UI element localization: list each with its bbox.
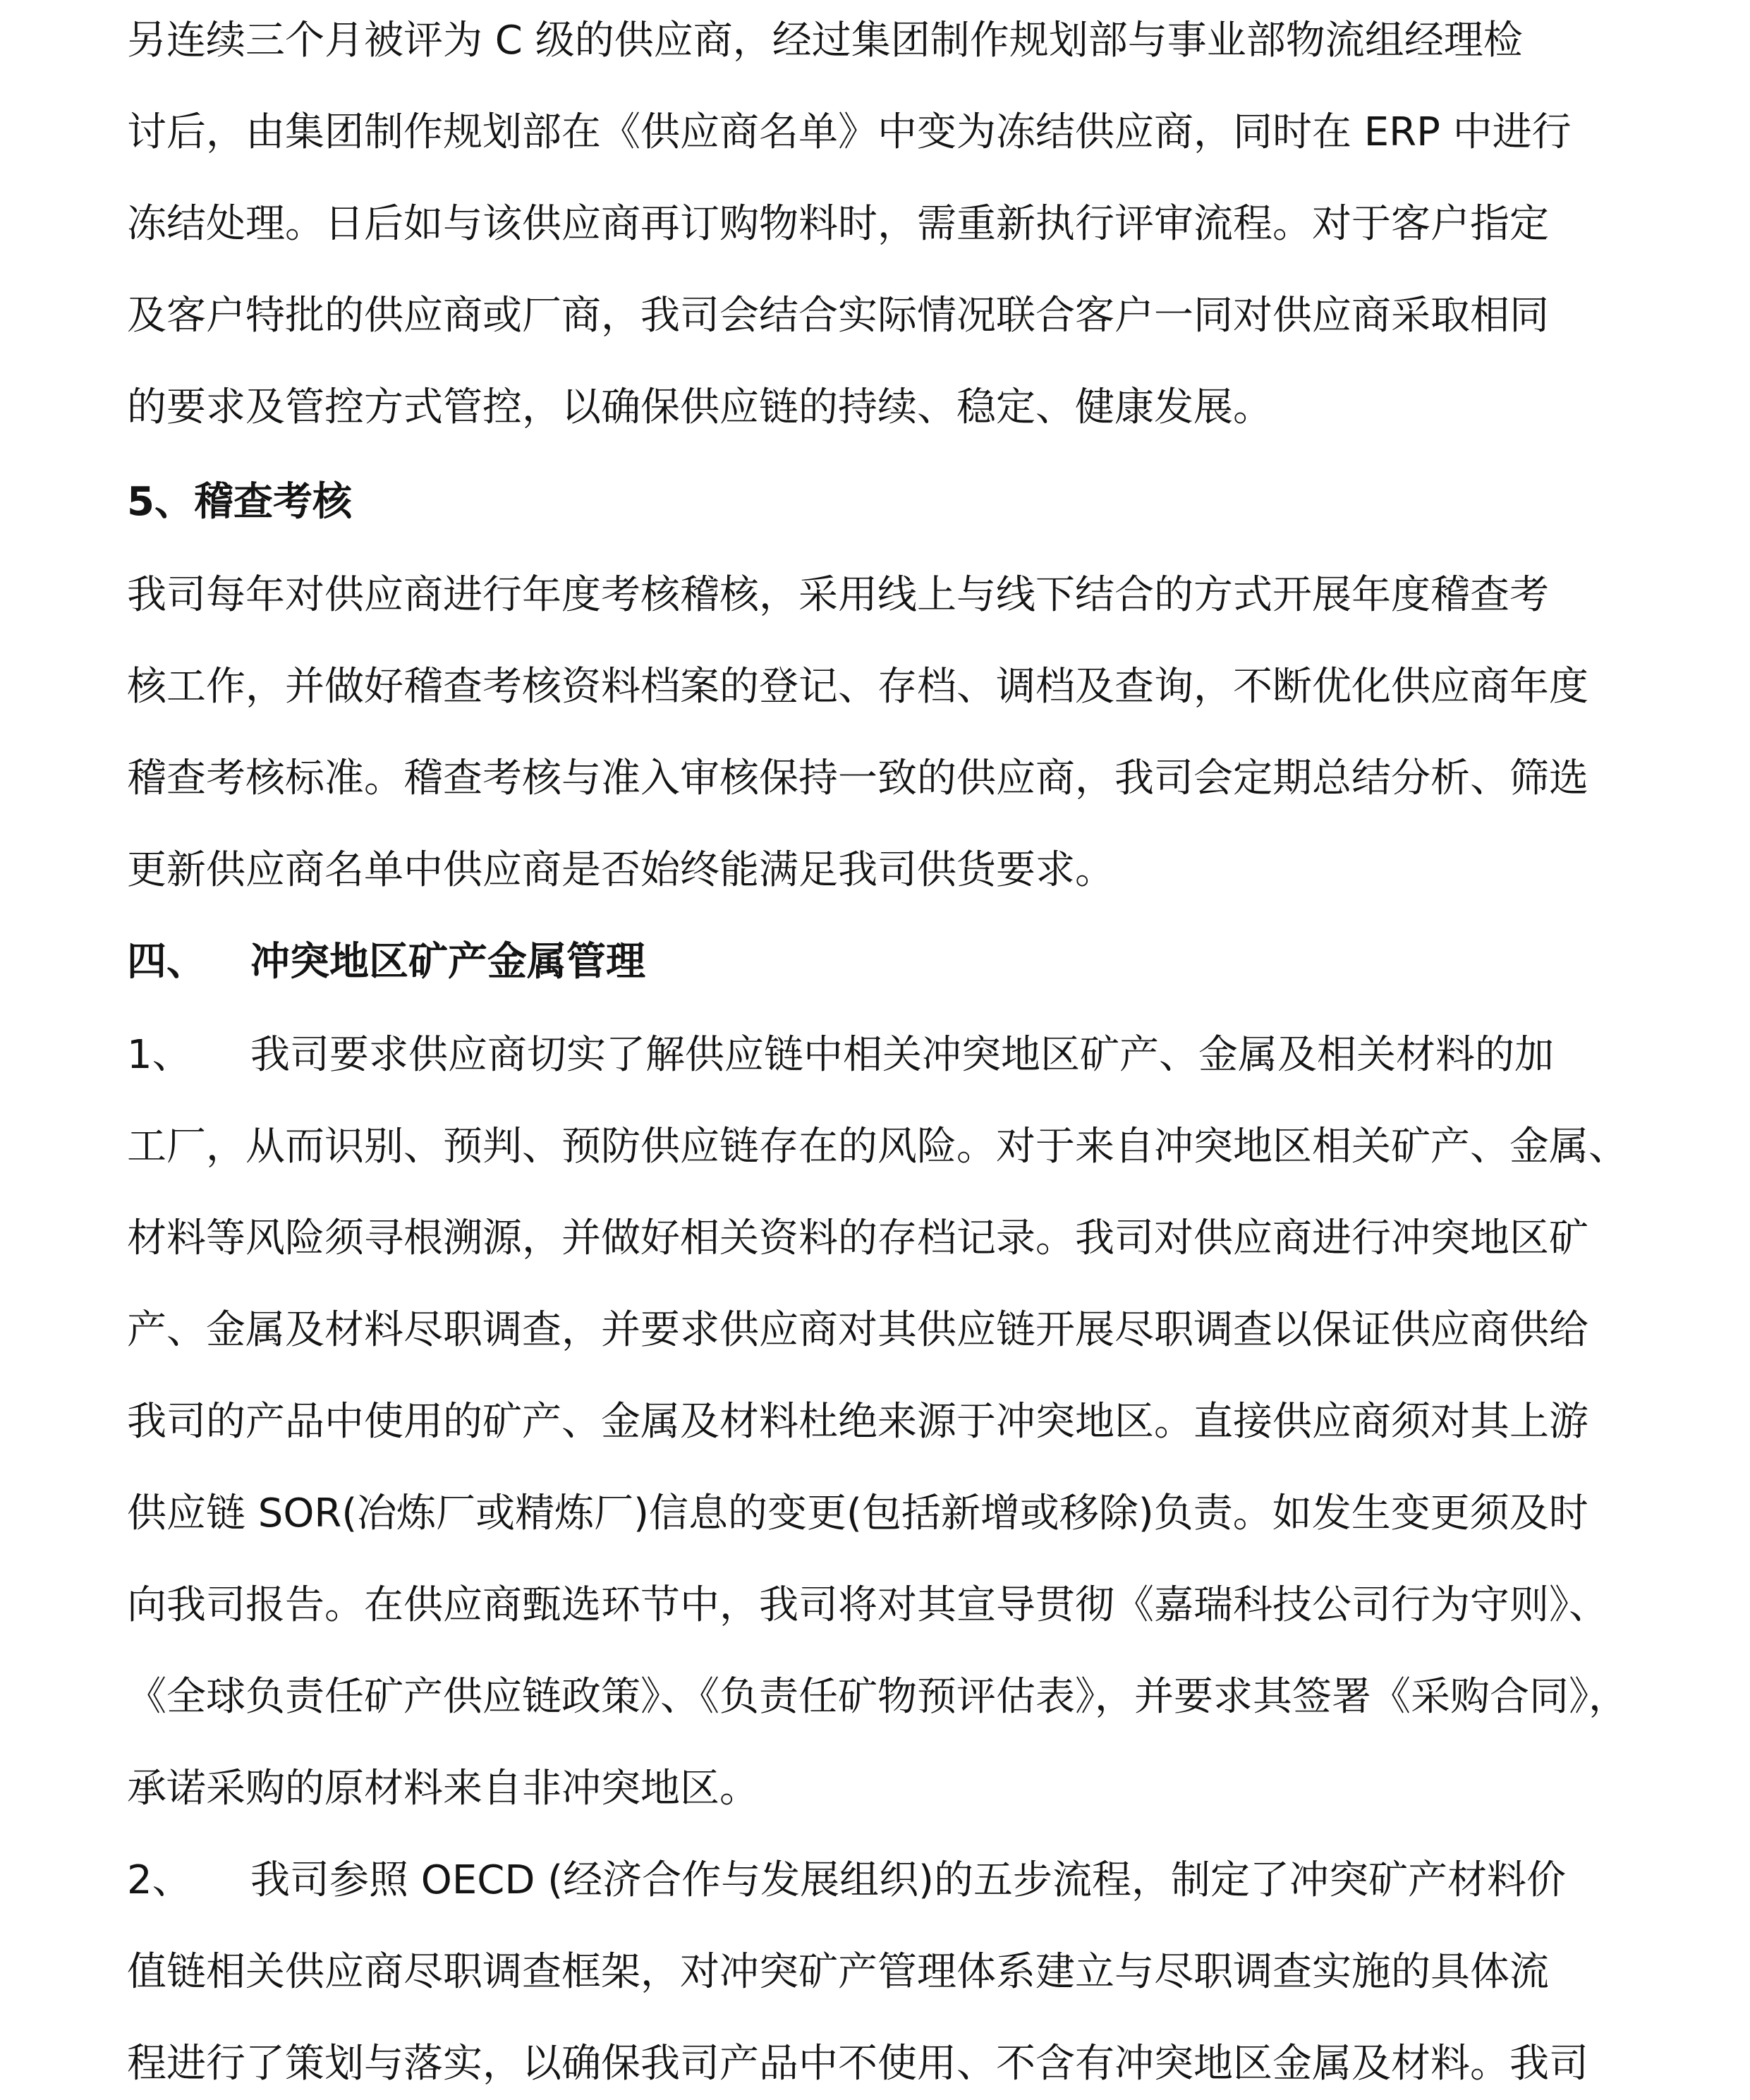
paragraph-line: 更新供应商名单中供应商是否始终能满足我司供货要求。: [127, 847, 1114, 893]
paragraph-line: 及客户特批的供应商或厂商，我司会结合实际情况联合客户一同对供应商采取相同: [127, 293, 1549, 339]
paragraph-line: 我司要求供应商切实了解供应链中相关冲突地区矿产、金属及相关材料的加: [250, 1032, 1554, 1078]
paragraph-line: 我司参照 OECD (经济合作与发展组织)的五步流程，制定了冲突矿产材料价: [250, 1857, 1566, 1903]
list-item-first-line: [127, 1030, 1554, 1081]
section-heading: 5、稽查考核: [127, 479, 352, 525]
paragraph-line: 产、金属及材料尽职调查，并要求供应商对其供应链开展尽职调查以保证供应商供给: [127, 1307, 1588, 1353]
paragraph-line: 《全球负责任矿产供应链政策》、《负责任矿物预评估表》，并要求其签署《采购合同》，: [127, 1674, 1628, 1720]
paragraph-line: 供应链 SOR(冶炼厂或精炼厂)信息的变更(包括新增或移除)负责。如发生变更须及时: [127, 1491, 1588, 1536]
paragraph-line: 承诺采购的原材料来自非冲突地区。: [127, 1766, 759, 1811]
paragraph-line: 值链相关供应商尽职调查框架，对冲突矿产管理体系建立与尽职调查实施的具体流: [127, 1949, 1549, 1995]
chapter-number: 四、: [127, 939, 206, 985]
paragraph-line: 稽查考核标准。稽查考核与准入审核保持一致的供应商，我司会定期总结分析、筛选: [127, 755, 1588, 801]
paragraph-line: 另连续三个月被评为 C 级的供应商，经过集团制作规划部与事业部物流组经理检: [127, 18, 1523, 63]
paragraph-line: 讨后，由集团制作规划部在《供应商名单》中变为冻结供应商，同时在 ERP 中进行: [127, 109, 1572, 155]
paragraph-line: 材料等风险须寻根溯源，并做好相关资料的存档记录。我司对供应商进行冲突地区矿: [127, 1215, 1588, 1261]
chapter-title: 冲突地区矿产金属管理: [250, 939, 645, 985]
paragraph-line: 程进行了策划与落实，以确保我司产品中不使用、不含有冲突地区金属及材料。我司: [127, 2041, 1588, 2087]
list-item-first-line: [127, 1855, 1566, 1906]
paragraph-line: 我司的产品中使用的矿产、金属及材料杜绝来源于冲突地区。直接供应商须对其上游: [127, 1399, 1588, 1445]
paragraph-line: 核工作，并做好稽查考核资料档案的登记、存档、调档及查询，不断优化供应商年度: [127, 664, 1588, 710]
paragraph-line: 冻结处理。日后如与该供应商再订购物料时，需重新执行评审流程。对于客户指定: [127, 201, 1549, 247]
list-item-number: 1、: [127, 1032, 192, 1078]
chapter-heading: [127, 937, 645, 988]
paragraph-line: 向我司报告。在供应商甄选环节中，我司将对其宣导贯彻《嘉瑞科技公司行为守则》、: [127, 1582, 1608, 1628]
list-item-number: 2、: [127, 1857, 192, 1903]
paragraph-line: 工厂，从而识别、预判、预防供应链存在的风险。对于来自冲突地区相关矿产、金属、: [127, 1124, 1628, 1170]
paragraph-line: 我司每年对供应商进行年度考核稽核，采用线上与线下结合的方式开展年度稽查考: [127, 572, 1549, 618]
paragraph-line: 的要求及管控方式管控，以确保供应链的持续、稳定、健康发展。: [127, 384, 1272, 430]
